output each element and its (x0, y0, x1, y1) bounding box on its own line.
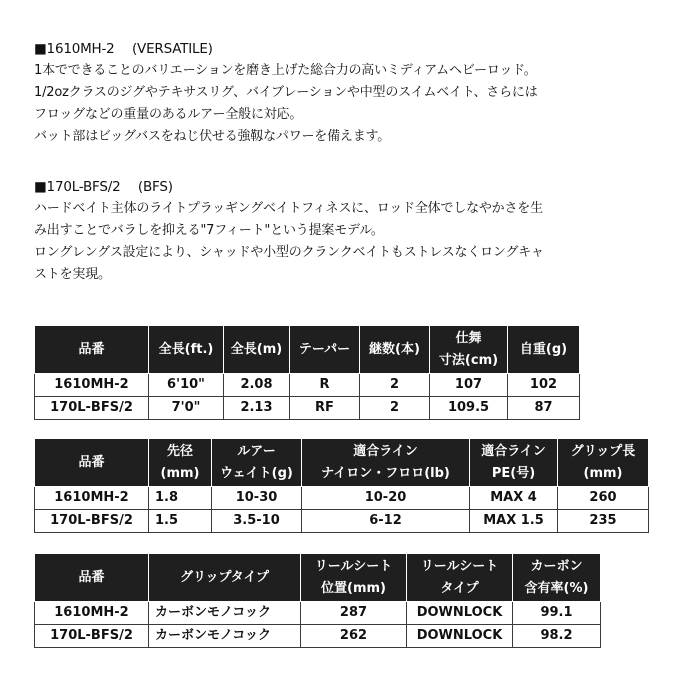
cell-carbon-content: 99.1 (513, 602, 601, 625)
description-line: ストを実現。 (34, 267, 111, 282)
cell-part-number: 1610MH-2 (35, 374, 149, 397)
header-row (35, 554, 601, 602)
cell-reelseat-type: DOWNLOCK (407, 625, 513, 648)
cell-tip-diameter: 1.8 (149, 487, 212, 510)
cell-grip-type: カーボンモノコック (149, 625, 301, 648)
description-line: 1本でできることのバリエーションを磨き上げた総合力の高いミディアムヘビーロッド。 (34, 63, 537, 78)
cell-reelseat-position: 287 (301, 602, 407, 625)
table-row (35, 602, 601, 625)
col-header-closed-length: 仕舞 寸法(cm) (430, 326, 508, 374)
description-line: バット部はビッグバスをねじ伏せる強靱なパワーを備えます。 (34, 129, 391, 144)
description-line: ハードベイト主体のライトプラッギングベイトフィネスに、ロッド全体でしなやかさを生 (34, 201, 543, 216)
col-header-part-number: 品番 (35, 326, 149, 374)
cell-length-ft: 6'10" (149, 374, 224, 397)
table-row (35, 397, 580, 420)
col-header-length-m: 全長(m) (224, 326, 290, 374)
spec-table-line-grip (34, 438, 649, 533)
description-line: み出すことでバラしを抑える"7フィート"という提案モデル。 (34, 223, 384, 238)
model-heading: ■1610MH-2 (VERSATILE) (34, 41, 213, 57)
description-line: ロングレングス設定により、シャッドや小型のクランクベイトもストレスなくロングキャ (34, 245, 544, 260)
col-header-tip-diameter: 先径 (mm) (149, 439, 212, 487)
cell-carbon-content: 98.2 (513, 625, 601, 648)
cell-line-pe: MAX 4 (470, 487, 558, 510)
cell-length-m: 2.13 (224, 397, 290, 420)
table-row (35, 510, 649, 533)
cell-lure-weight: 10-30 (212, 487, 302, 510)
cell-weight: 87 (508, 397, 580, 420)
cell-part-number: 170L-BFS/2 (35, 625, 149, 648)
description-line: 1/2ozクラスのジグやテキサスリグ、バイブレーションや中型のスイムベイト、さらには (34, 85, 538, 100)
cell-part-number: 170L-BFS/2 (35, 397, 149, 420)
cell-taper: RF (290, 397, 360, 420)
cell-closed-length: 109.5 (430, 397, 508, 420)
cell-weight: 102 (508, 374, 580, 397)
header-row (35, 439, 649, 487)
description-versatile (34, 38, 654, 148)
cell-part-number: 170L-BFS/2 (35, 510, 149, 533)
col-header-reelseat-type: リールシート タイプ (407, 554, 513, 602)
col-header-reelseat-position: リールシート 位置(mm) (301, 554, 407, 602)
cell-line-pe: MAX 1.5 (470, 510, 558, 533)
col-header-line-pe: 適合ライン PE(号) (470, 439, 558, 487)
col-header-line-nylon: 適合ライン ナイロン・フロロ(lb) (302, 439, 470, 487)
col-header-grip-length: グリップ長 (mm) (558, 439, 649, 487)
cell-taper: R (290, 374, 360, 397)
col-header-length-ft: 全長(ft.) (149, 326, 224, 374)
cell-line-nylon: 10-20 (302, 487, 470, 510)
cell-length-m: 2.08 (224, 374, 290, 397)
col-header-weight: 自重(g) (508, 326, 580, 374)
cell-tip-diameter: 1.5 (149, 510, 212, 533)
col-header-grip-type: グリップタイプ (149, 554, 301, 602)
col-header-pieces: 継数(本) (360, 326, 430, 374)
model-heading: ■170L-BFS/2 (BFS) (34, 179, 173, 195)
header-row (35, 326, 580, 374)
col-header-carbon-content: カーボン 含有率(%) (513, 554, 601, 602)
description-bfs (34, 176, 654, 286)
col-header-part-number: 品番 (35, 554, 149, 602)
cell-length-ft: 7'0" (149, 397, 224, 420)
col-header-taper: テーパー (290, 326, 360, 374)
description-line: フロッグなどの重量のあるルアー全般に対応。 (34, 107, 303, 122)
col-header-part-number: 品番 (35, 439, 149, 487)
cell-grip-length: 235 (558, 510, 649, 533)
cell-pieces: 2 (360, 397, 430, 420)
cell-grip-length: 260 (558, 487, 649, 510)
table-row (35, 625, 601, 648)
col-header-lure-weight: ルアー ウェイト(g) (212, 439, 302, 487)
table-row (35, 374, 580, 397)
cell-part-number: 1610MH-2 (35, 487, 149, 510)
spec-table-grip-reelseat (34, 553, 601, 648)
cell-lure-weight: 3.5-10 (212, 510, 302, 533)
cell-part-number: 1610MH-2 (35, 602, 149, 625)
table-row (35, 487, 649, 510)
cell-reelseat-position: 262 (301, 625, 407, 648)
cell-closed-length: 107 (430, 374, 508, 397)
cell-line-nylon: 6-12 (302, 510, 470, 533)
cell-pieces: 2 (360, 374, 430, 397)
cell-reelseat-type: DOWNLOCK (407, 602, 513, 625)
cell-grip-type: カーボンモノコック (149, 602, 301, 625)
spec-table-dimensions (34, 325, 580, 420)
